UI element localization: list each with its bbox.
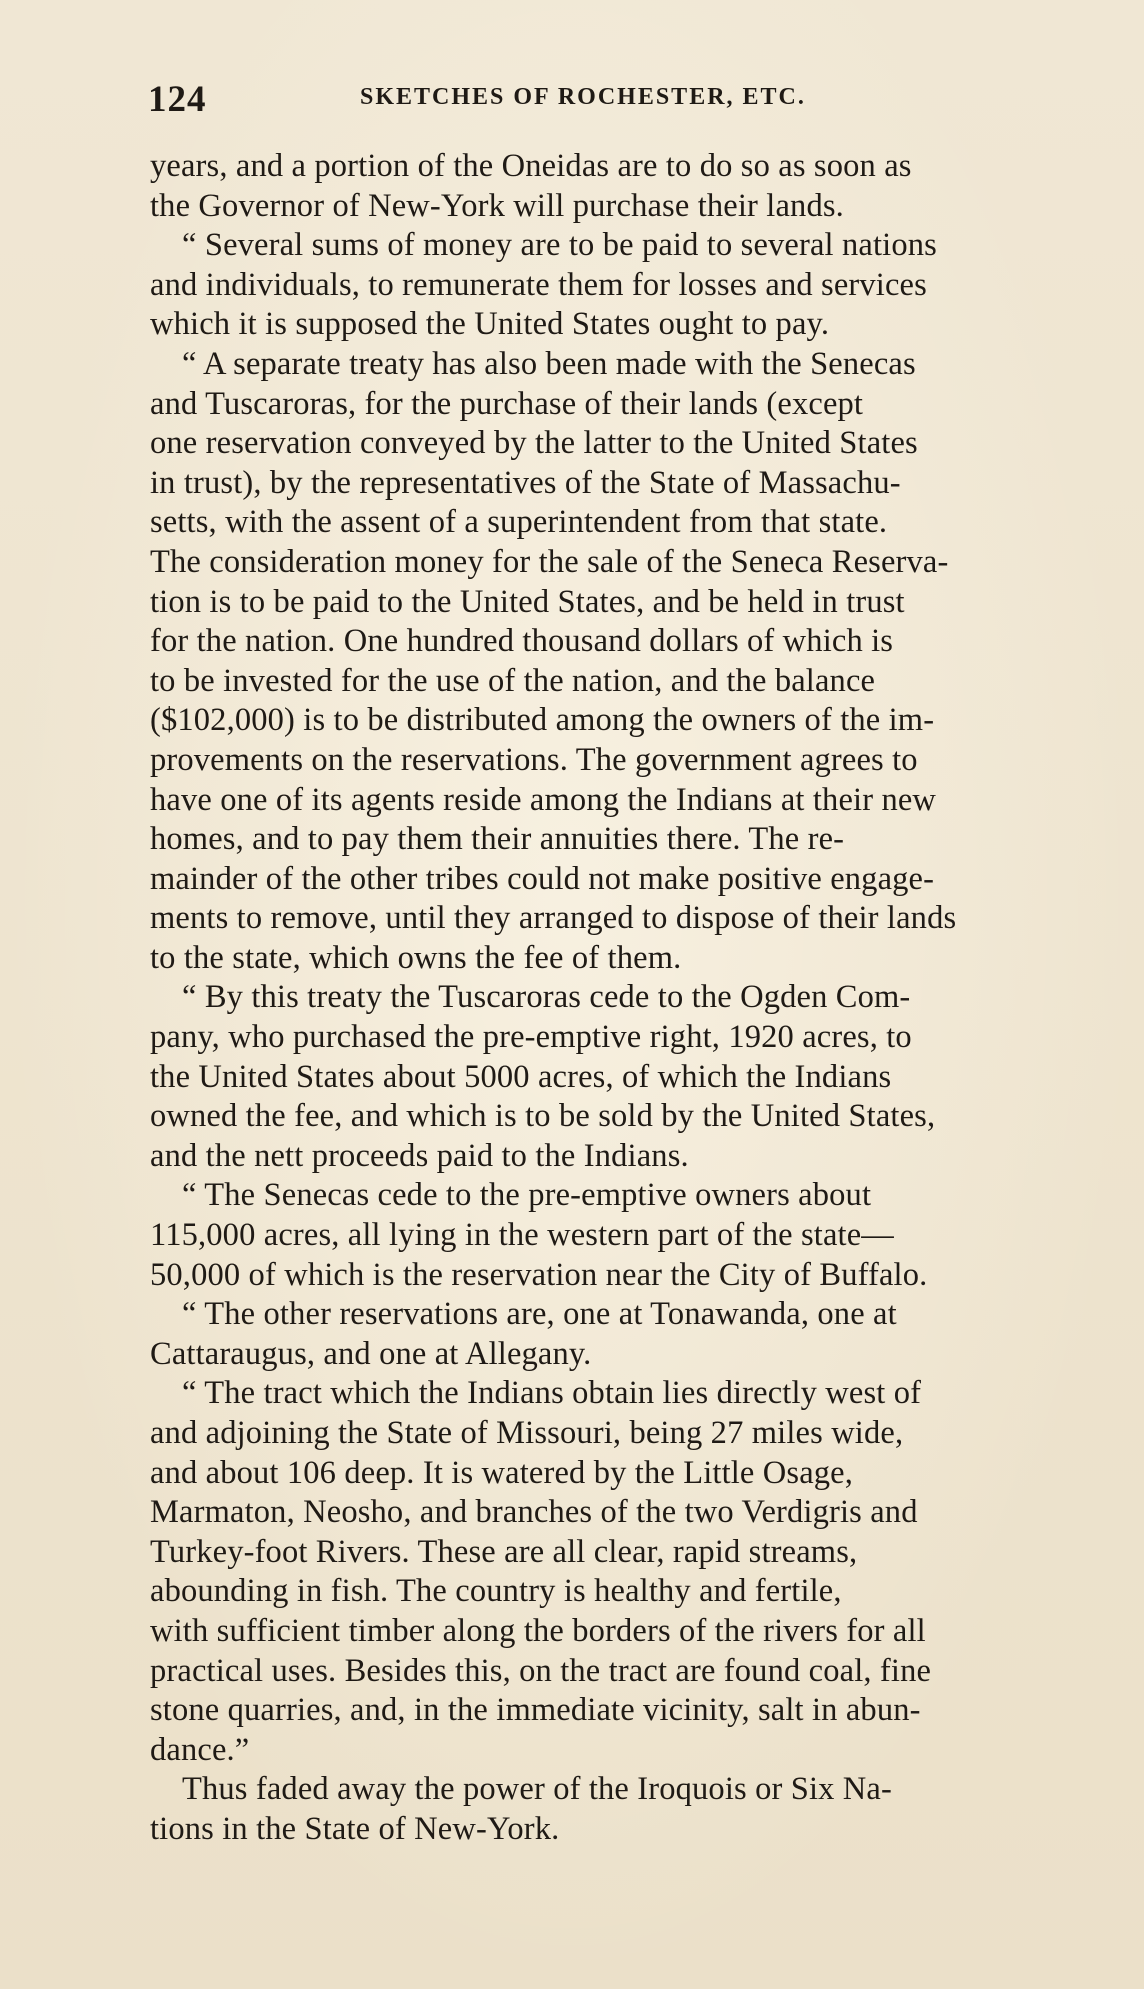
- text-line: mainder of the other tribes could not make positive engage-: [150, 860, 935, 897]
- text-line: dance.”: [150, 1731, 250, 1768]
- paragraph-start-line: “ A separate treaty has also been made with the Senecas: [182, 345, 916, 382]
- text-line: stone quarries, and, in the immediate vicinity, salt in abun-: [150, 1692, 921, 1729]
- text-line: the Governor of New-York will purchase their lands.: [150, 187, 844, 224]
- text-line: and individuals, to remunerate them for losses and services: [150, 266, 927, 303]
- text-line: have one of its agents reside among the Indians at their new: [150, 781, 937, 818]
- text-line: The consideration money for the sale of the Seneca Reserva-: [150, 543, 949, 580]
- text-line: ($102,000) is to be distributed among the owners of the im-: [150, 702, 935, 739]
- text-line: in trust), by the representatives of the State of Massachu-: [150, 464, 901, 501]
- text-line: Cattaraugus, and one at Allegany.: [150, 1335, 592, 1372]
- text-line: Marmaton, Neosho, and branches of the two Verdigris and: [150, 1494, 918, 1531]
- body-text: [150, 147, 1100, 1850]
- text-line: and the nett proceeds paid to the Indians.: [150, 1137, 689, 1174]
- text-line: 50,000 of which is the reservation near the City of Buffalo.: [150, 1256, 928, 1293]
- text-line: years, and a portion of the Oneidas are to do so as soon as: [150, 148, 912, 184]
- paragraph-start-line: “ The tract which the Indians obtain lies directly west of: [182, 1375, 922, 1412]
- text-line: one reservation conveyed by the latter to the United States: [150, 425, 918, 462]
- paragraph-start-line: Thus faded away the power of the Iroquois or Six Na-: [182, 1771, 892, 1808]
- page-number: 124: [148, 79, 207, 120]
- text-line: homes, and to pay them their annuities there. The re-: [150, 821, 845, 858]
- text-line: 115,000 acres, all lying in the western part of the state—: [150, 1217, 894, 1254]
- text-line: for the nation. One hundred thousand dollars of which is: [150, 623, 894, 660]
- text-line: with sufficient timber along the borders of the rivers for all: [150, 1612, 926, 1649]
- text-line: practical uses. Besides this, on the tract are found coal, fine: [150, 1652, 932, 1689]
- text-line: tions in the State of New-York.: [150, 1810, 560, 1847]
- paragraph-start-line: “ Several sums of money are to be paid to several nations: [182, 227, 937, 264]
- text-line: owned the fee, and which is to be sold by the United States,: [150, 1098, 936, 1135]
- text-line: pany, who purchased the pre-emptive right, 1920 acres, to: [150, 1019, 912, 1056]
- text-line: Turkey-foot Rivers. These are all clear, rapid streams,: [150, 1533, 858, 1570]
- text-line: the United States about 5000 acres, of which the Indians: [150, 1058, 892, 1095]
- paragraph-start-line: “ By this treaty the Tuscaroras cede to the Ogden Com-: [182, 979, 911, 1016]
- paragraph-start-line: “ The Senecas cede to the pre-emptive owners about: [182, 1177, 872, 1214]
- text-line: ments to remove, until they arranged to dispose of their lands: [150, 900, 957, 937]
- text-line: tion is to be paid to the United States, and be held in trust: [150, 583, 905, 620]
- page-header: [148, 78, 918, 128]
- text-line: to be invested for the use of the nation, and the balance: [150, 662, 876, 699]
- text-line: and Tuscaroras, for the purchase of their lands (except: [150, 385, 864, 422]
- running-head: SKETCHES OF ROCHESTER, ETC.: [360, 84, 806, 110]
- text-line: abounding in fish. The country is healthy and fertile,: [150, 1573, 842, 1610]
- text-line: to the state, which owns the fee of them.: [150, 939, 682, 976]
- text-line: which it is supposed the United States ought to pay.: [150, 306, 830, 343]
- text-line: setts, with the assent of a superintendent from that state.: [150, 504, 888, 541]
- text-line: provements on the reservations. The government agrees to: [150, 741, 918, 778]
- text-line: and adjoining the State of Missouri, being 27 miles wide,: [150, 1415, 904, 1451]
- paragraph-start-line: “ The other reservations are, one at Tonawanda, one at: [182, 1296, 897, 1333]
- text-line: and about 106 deep. It is watered by the Little Osage,: [150, 1454, 854, 1491]
